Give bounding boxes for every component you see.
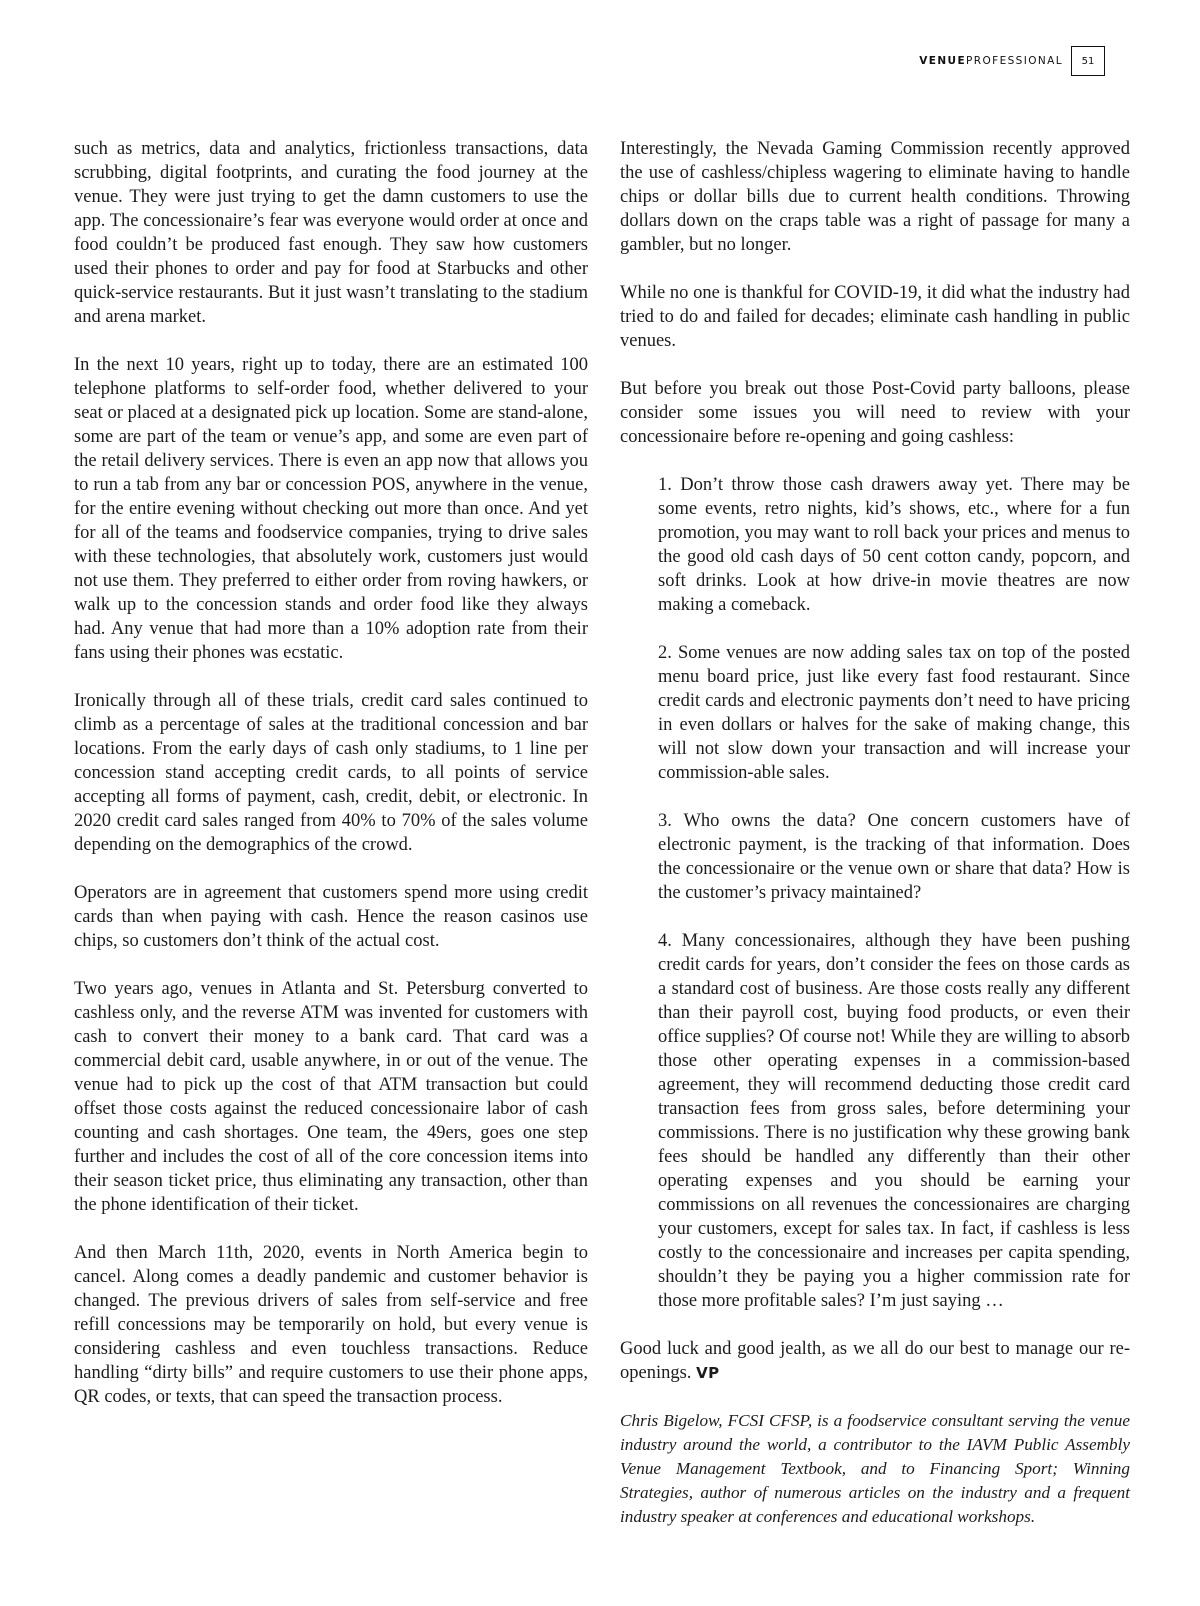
brand-rest: PROFESSIONAL — [966, 55, 1063, 67]
paragraph: Two years ago, venues in Atlanta and St. Petersburg converted to cashless only, and the reverse ATM was invented for customers with cash to convert their money to a bank card. That card was a commercial debit card, usable anywhere, in or out of the venue. The venue had to pick up the cost of that ATM transaction but could offset those costs against the reduced concessionaire labor of cash counting and cash shortages. One team, the 49ers, goes one step further and includes the cost of all of the core concession items into their season ticket price, thus eliminating any transaction, other than the phone identification of their ticket. — [74, 979, 588, 1215]
paragraph: But before you break out those Post-Covid party balloons, please consider some issues you will need to review with your concessionaire before re-opening and going cashless: — [620, 379, 1130, 447]
list-item: 1. Don’t throw those cash drawers away yet. There may be some events, retro nights, kid’s shows, etc., where for a fun promotion, you may want to roll back your prices and menus to the good old cash days of 50 cent cotton candy, popcorn, and soft drinks. Look at how drive-in movie theatres are now making a comeback. — [658, 475, 1130, 615]
list-item: 4. Many concessionaires, although they have been pushing credit cards for years, don’t consider the fees on those cards as a standard cost of business. Are those costs really any different than their payroll cost, buying food products, or even their office supplies? Of course not! While they are willing to absorb those other operating expenses in a commission-based agreement, they will recommend deducting those credit card transaction fees from gross sales, before determining your commissions. There is no justification why these growing bank fees should be handled any differently than their other operating expenses and you should be earning your commissions on all revenues the concessionaires are charging your customers, except for sales tax. In fact, if cashless is less costly to the concessionaire and increases per capita spending, shouldn’t they be paying you a higher commission rate for those more profitable sales? I’m just saying … — [658, 931, 1130, 1311]
page-number: 51 — [1071, 46, 1105, 76]
list-item: 3. Who owns the data? One concern customers have of electronic payment, is the tracking of that information. Does the concessionaire or the venue own or share that data? How is the customer’s privacy maintained? — [658, 811, 1130, 903]
paragraph: And then March 11th, 2020, events in North America begin to cancel. Along comes a deadly pandemic and customer behavior is changed. The previous drivers of sales from self-service and free refill concessions may be temporarily on hold, but every venue is considering cashless and even touchless transactions. Reduce handling “dirty bills” and require customers to use their phone apps, QR codes, or texts, that can speed the transaction process. — [74, 1243, 588, 1407]
left-column — [74, 137, 588, 1433]
paragraph: Interestingly, the Nevada Gaming Commission recently approved the use of cashless/chipless wagering to eliminate having to handle chips or dollar bills due to current health conditions. Throwing dollars down on the craps table was a right of passage for many a gambler, but no longer. — [620, 139, 1130, 255]
paragraph: Ironically through all of these trials, credit card sales continued to climb as a percentage of sales at the traditional concession and bar locations. From the early days of cash only stadiums, to 1 line per concession stand accepting credit cards, to all points of service accepting all forms of payment, cash, credit, debit, or electronic. In 2020 credit card sales ranged from 40% to 70% of the sales volume depending on the demographics of the crowd. — [74, 691, 588, 855]
brand-bold: VENUE — [919, 55, 967, 67]
magazine-brand — [919, 55, 1063, 67]
author-bio: Chris Bigelow, FCSI CFSP, is a foodservice consultant serving the venue industry around the world, a contributor to the IAVM Public Assembly Venue Management Textbook, and to Financing Sport; Winning Strategies, author of numerous articles on the industry and a frequent industry speaker at conferences and educational workshops. — [620, 1411, 1130, 1526]
paragraph: Operators are in agreement that customers spend more using credit cards than when paying with cash. Hence the reason casinos use chips, so customers don’t think of the actual cost. — [74, 883, 588, 951]
closing-text: Good luck and good jealth, as we all do our best to manage our re-openings. — [620, 1339, 1130, 1383]
paragraph: While no one is thankful for COVID-19, it did what the industry had tried to do and failed for decades; eliminate cash handling in public venues. — [620, 283, 1130, 351]
paragraph: In the next 10 years, right up to today, there are an estimated 100 telephone platforms to self-order food, whether delivered to your seat or placed at a designated pick up location. Some are stand-alone, some are part of the team or venue’s app, and some are even part of the retail delivery services. There is even an app now that allows you to run a tab from any bar or concession POS, anywhere in the venue, for the entire evening without checking out more than once. And yet for all of the teams and foodservice companies, trying to drive sales with these technologies, that absolutely work, customers just would not use them. They preferred to either order from roving hawkers, or walk up to the concession stands and order food like they always had. Any venue that had more than a 10% adoption rate from their fans using their phones was ecstatic. — [74, 355, 588, 663]
paragraph: such as metrics, data and analytics, frictionless transactions, data scrubbing, digital footprints, and curating the food journey at the venue. They were just trying to get the damn customers to use the app. The concessionaire’s fear was everyone would order at once and food couldn’t be produced fast enough. They saw how customers used their phones to order and pay for food at Starbucks and other quick-service restaurants. But it just wasn’t translating to the stadium and arena market. — [74, 139, 588, 327]
closing-paragraph — [620, 1337, 1130, 1385]
right-column — [620, 137, 1130, 1553]
end-mark: VP — [696, 1364, 720, 1382]
page-header — [919, 46, 1105, 76]
list-item: 2. Some venues are now adding sales tax on top of the posted menu board price, just like every fast food restaurant. Since credit cards and electronic payments don’t need to have pricing in even dollars or halves for the sake of making change, this will not slow down your transaction and will increase your commission-able sales. — [658, 643, 1130, 783]
